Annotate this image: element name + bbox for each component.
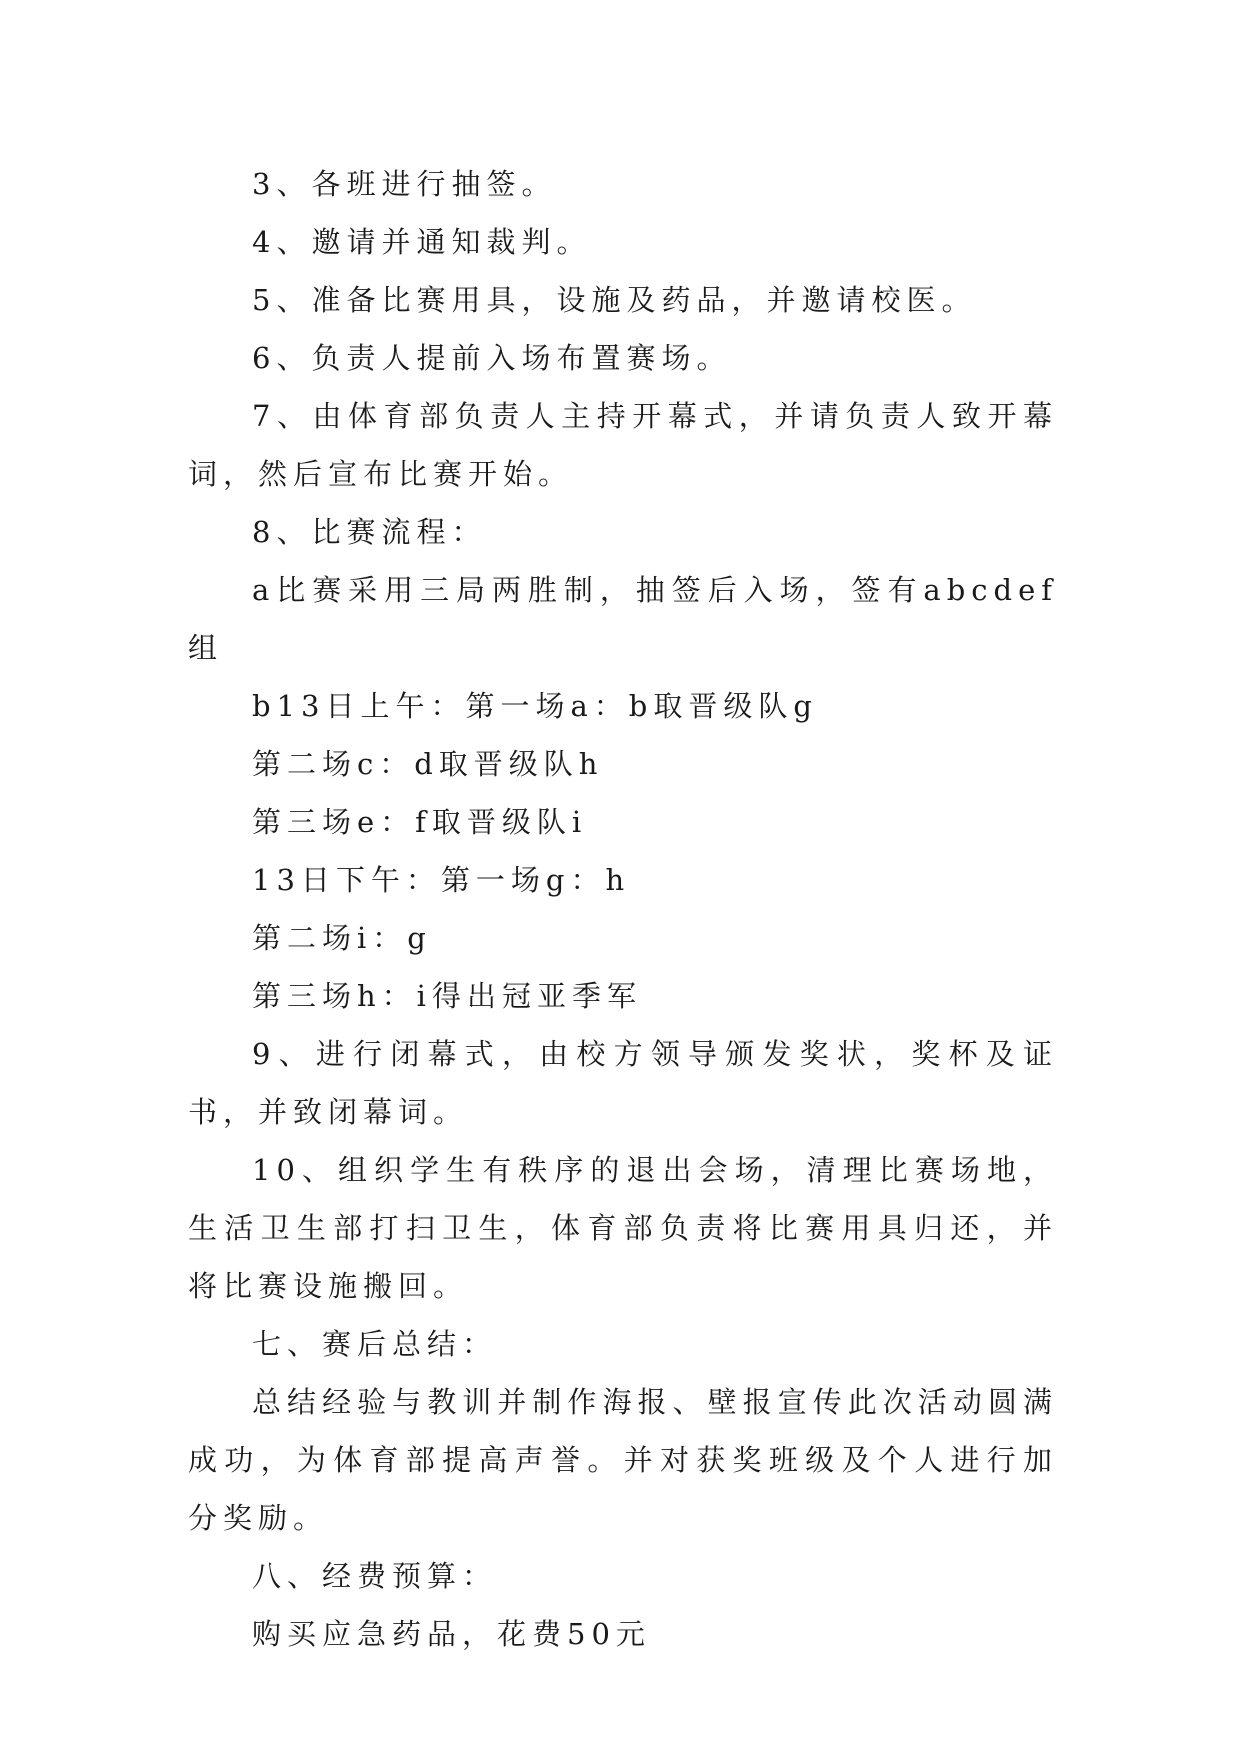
document-body xyxy=(188,155,1058,1663)
paragraph-morning-match-2: 第二场c：d取晋级队h xyxy=(252,747,604,781)
paragraph-budget: 购买应急药品，花费50元 xyxy=(252,1617,651,1651)
paragraph-step-10: 10、组织学生有秩序的退出会场，清理比赛场地，生活卫生部打扫卫生，体育部负责将比赛用具归还，并将比赛设施搬回。 xyxy=(188,1153,1058,1303)
paragraph-step-6: 6、负责人提前入场布置赛场。 xyxy=(252,341,732,375)
paragraph-step-7: 7、由体育部负责人主持开幕式，并请负责人致开幕词，然后宣布比赛开始。 xyxy=(188,399,1058,491)
paragraph-afternoon-match-3: 第三场h：i得出冠亚季军 xyxy=(252,979,642,1013)
paragraph-morning-match-3: 第三场e：f取晋级队i xyxy=(252,805,588,839)
paragraph-summary: 总结经验与教训并制作海报、壁报宣传此次活动圆满成功，为体育部提高声誉。并对获奖班级及个人进行加分奖励。 xyxy=(188,1385,1058,1535)
paragraph-morning-match-1: b13日上午：第一场a：b取晋级队g xyxy=(252,689,818,723)
heading-budget: 八、经费预算： xyxy=(252,1559,498,1593)
paragraph-step-9: 9、进行闭幕式，由校方领导颁发奖状，奖杯及证书，并致闭幕词。 xyxy=(188,1037,1058,1129)
paragraph-match-format: a比赛采用三局两胜制，抽签后入场，签有abcdef组 xyxy=(188,573,1058,665)
paragraph-afternoon-match-2: 第二场i：g xyxy=(252,921,432,955)
paragraph-afternoon-match-1: 13日下午：第一场g：h xyxy=(252,863,631,897)
heading-summary: 七、赛后总结： xyxy=(252,1327,498,1361)
paragraph-step-4: 4、邀请并通知裁判。 xyxy=(252,225,592,259)
paragraph-step-8: 8、比赛流程： xyxy=(252,515,487,549)
paragraph-step-3: 3、各班进行抽签。 xyxy=(252,167,557,201)
paragraph-step-5: 5、准备比赛用具，设施及药品，并邀请校医。 xyxy=(252,283,977,317)
